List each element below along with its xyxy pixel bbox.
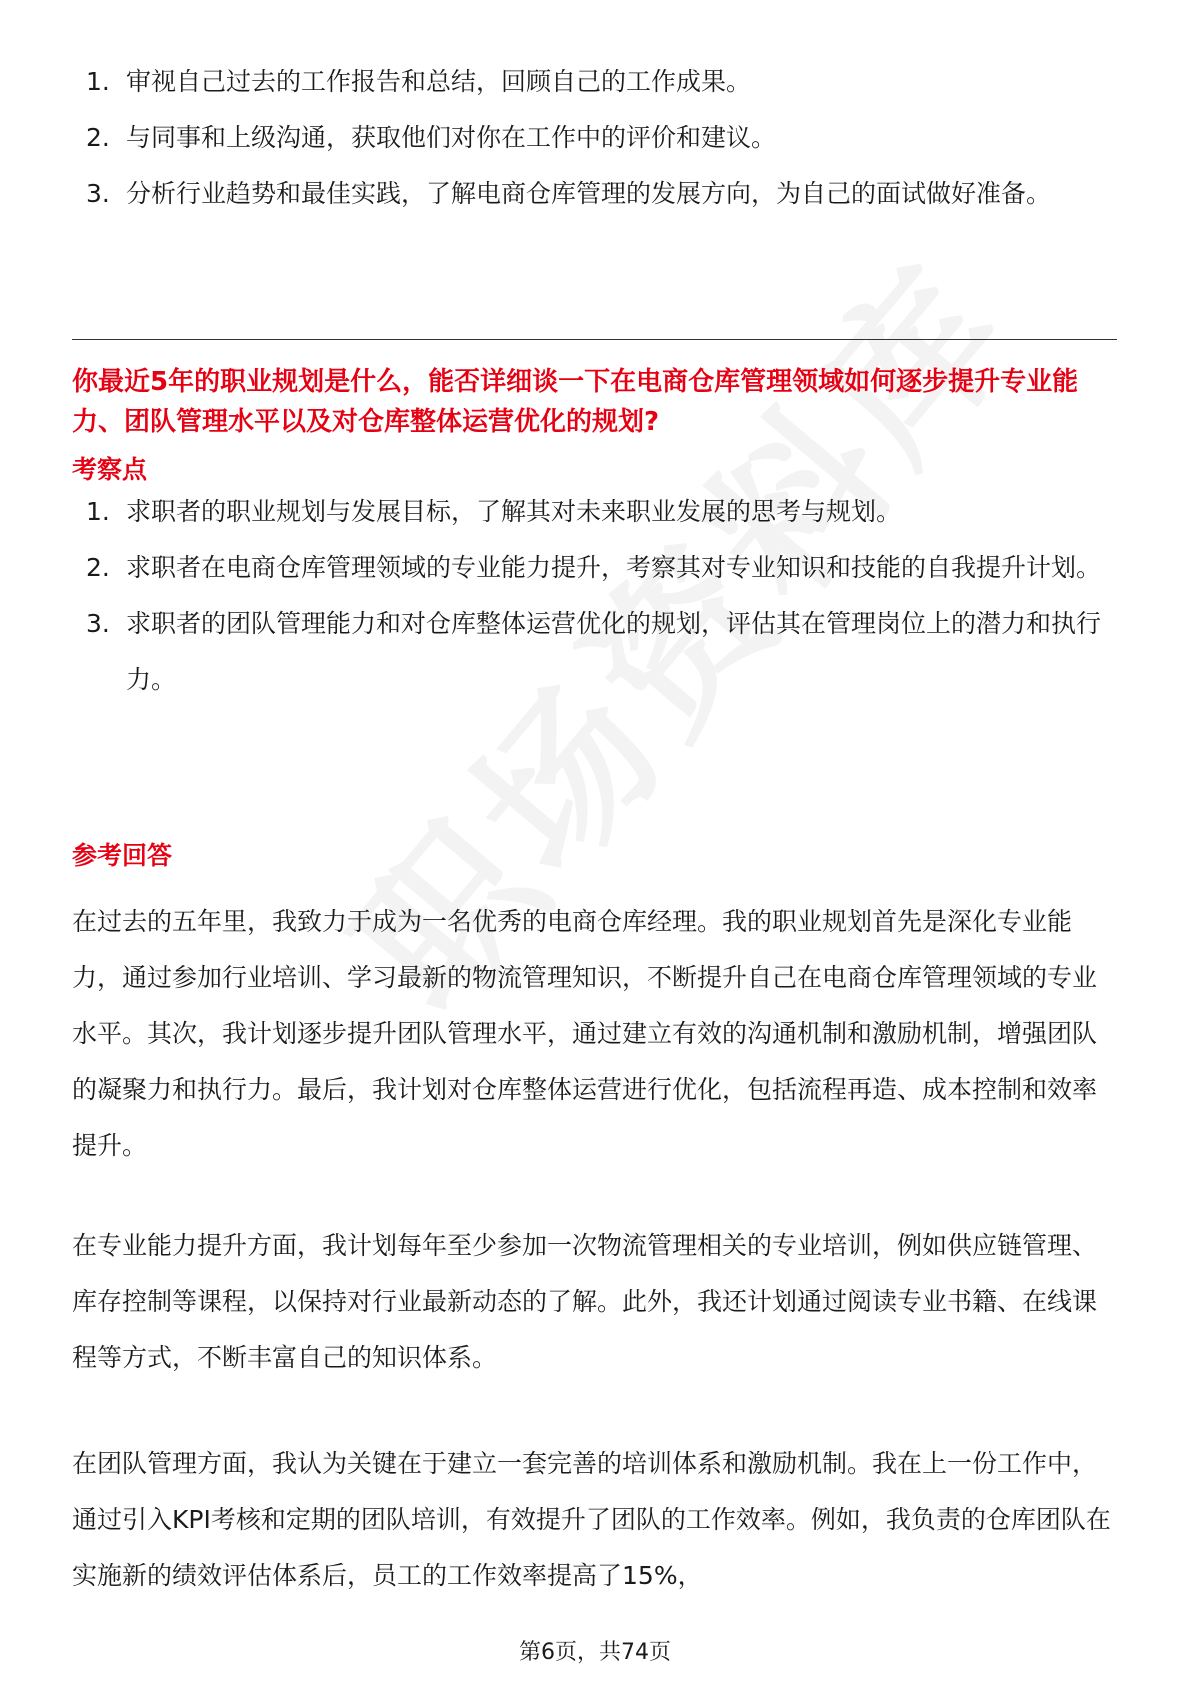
list-item [72,166,1117,222]
interview-question: 你最近5年的职业规划是什么，能否详细谈一下在电商仓库管理领域如何逐步提升专业能力、团队管理水平以及对仓库整体运营优化的规划? [72,367,1079,437]
list-item [72,484,1117,540]
list-item [72,54,1117,110]
section-divider [72,339,1117,340]
list-number: 3. [86,179,110,208]
reference-answer-heading: 参考回答 [72,841,173,870]
answer-paragraph: 在过去的五年里，我致力于成为一名优秀的电商仓库经理。我的职业规划首先是深化专业能力，通过参加行业培训、学习最新的物流管理知识，不断提升自己在电商仓库管理领域的专业水平。其次，我计划逐步提升团队管理水平，通过建立有效的沟通机制和激励机制，增强团队的凝聚力和执行力。最后，我计划对仓库整体运营进行优化，包括流程再造、成本控制和效率提升。 [72,907,1098,1160]
list-item-text: 与同事和上级沟通，获取他们对你在工作中的评价和建议。 [126,123,777,152]
list-number: 1. [86,67,110,96]
list-item [72,110,1117,166]
list-item-text: 分析行业趋势和最佳实践，了解电商仓库管理的发展方向，为自己的面试做好准备。 [126,179,1052,208]
page-number-footer: 第6页，共74页 [519,1640,671,1665]
list-number: 3. [86,609,110,638]
answer-paragraph: 在专业能力提升方面，我计划每年至少参加一次物流管理相关的专业培训，例如供应链管理、库存控制等课程，以保持对行业最新动态的了解。此外，我还计划通过阅读专业书籍、在线课程等方式，不断丰富自己的知识体系。 [72,1231,1098,1372]
prep-steps-list [72,54,1117,222]
list-item-text: 求职者的职业规划与发展目标，了解其对未来职业发展的思考与规划。 [126,497,902,526]
list-item-text: 审视自己过去的工作报告和总结，回顾自己的工作成果。 [126,67,752,96]
focus-points-heading: 考察点 [72,455,148,484]
answer-paragraph: 在团队管理方面，我认为关键在于建立一套完善的培训体系和激励机制。我在上一份工作中，通过引入KPI考核和定期的团队培训，有效提升了团队的工作效率。例如，我负责的仓库团队在实施新的绩效评估体系后，员工的工作效率提高了15%， [72,1449,1111,1590]
focus-points-list [72,484,1117,708]
list-item-text: 求职者在电商仓库管理领域的专业能力提升，考察其对专业知识和技能的自我提升计划。 [126,553,1102,582]
list-number: 2. [86,123,110,152]
list-item [72,540,1117,596]
list-number: 2. [86,553,110,582]
list-item-text: 求职者的团队管理能力和对仓库整体运营优化的规划，评估其在管理岗位上的潜力和执行力。 [126,609,1102,694]
list-number: 1. [86,497,110,526]
list-item [72,596,1117,708]
